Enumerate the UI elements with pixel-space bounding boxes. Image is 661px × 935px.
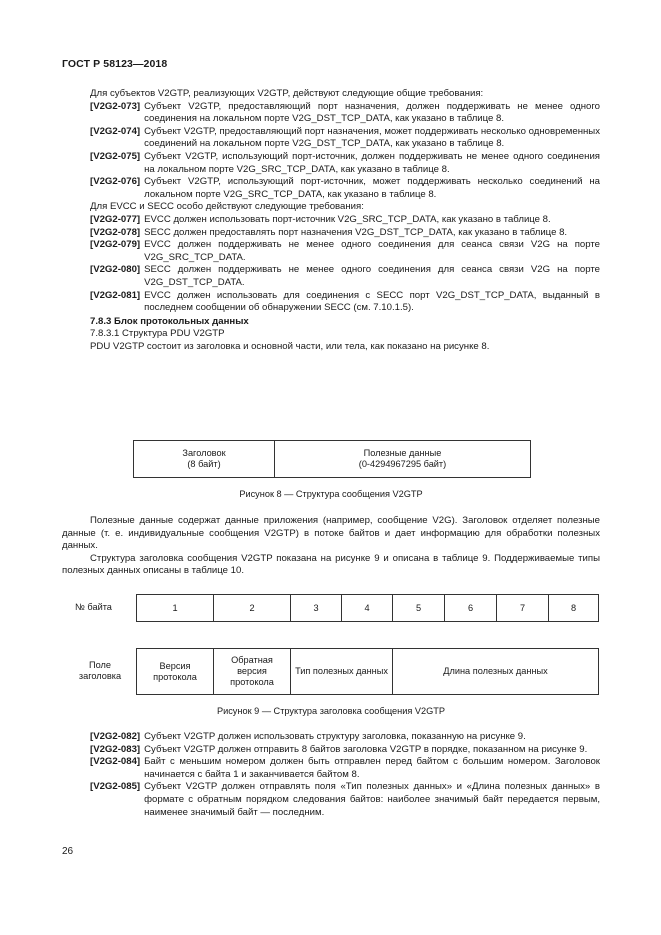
intro-general: Для субъектов V2GTP, реализующих V2GTP, действуют следующие общие требования: xyxy=(90,88,484,99)
byte-cell: 7 xyxy=(497,595,549,621)
requirement-id: [V2G2-077] xyxy=(90,213,141,225)
payload-paragraph: Полезные данные содержат данные приложения (например, сообщение V2G). Заголовок отделяет полезные данные (т. е. индивидуальные сообщения V2GTP) в потоке байтов и дает информацию для обработки полезных данных. xyxy=(62,515,600,552)
requirement-text: EVCC должен использовать порт-источник V2G_SRC_TCP_DATA, как указано в таблице 8. xyxy=(144,213,551,225)
requirement-text: EVCC должен использовать для соединения с SECC порт V2G_DST_TCP_DATA, выданный в последнем сообщении об обнаружении SECC (см. 7.10.1.5). xyxy=(144,289,600,314)
document-header: ГОСТ Р 58123—2018 xyxy=(62,58,168,70)
requirement-text: Субъект V2GTP, предоставляющий порт назначения, должен поддерживать не менее одного соединения на локальном порте V2G_DST_TCP_DATA, как указано в таблице 8. xyxy=(144,100,600,125)
pdu-description: PDU V2GTP состоит из заголовка и основной части, или тела, как показано на рисунке 8. xyxy=(90,340,490,352)
field-protocol-version: Версия протокола xyxy=(137,649,214,694)
header-block-size: (8 байт) xyxy=(187,459,221,469)
byte-cell: 8 xyxy=(570,603,577,613)
requirement-item xyxy=(90,290,600,315)
byte-number-label: № байта xyxy=(75,602,112,612)
header-field-label: Поле заголовка xyxy=(78,660,122,681)
payload-block xyxy=(275,441,530,477)
requirement-item xyxy=(90,176,600,201)
requirement-text: EVCC должен поддерживать не менее одного соединения для сеанса связи V2G на порте V2G_SRC_TCP_DATA. xyxy=(144,239,600,263)
requirement-text: Субъект V2GTP, предоставляющий порт назначения, может поддерживать несколько одновременных соединений на локальном порте V2G_DST_TCP_DATA, как указано в таблице 8. xyxy=(144,125,600,150)
requirement-id: [V2G2-085] xyxy=(90,781,141,793)
requirement-id: [V2G2-080] xyxy=(90,264,141,276)
requirements-block xyxy=(90,88,600,353)
byte-cell: 3 xyxy=(291,595,342,621)
requirement-id: [V2G2-083] xyxy=(90,743,141,755)
requirement-item xyxy=(90,101,600,126)
subsection-title: 7.8.3.1 Структура PDU V2GTP xyxy=(90,328,225,340)
req-list-evcc-secc xyxy=(90,214,600,315)
requirement-id: [V2G2-076] xyxy=(90,176,141,188)
header-block-label: Заголовок xyxy=(182,448,226,458)
structure-paragraph: Структура заголовка сообщения V2GTP показана на рисунке 9 и описана в таблице 9. Поддерживаемые типы полезных данных описаны в таблице 10. xyxy=(62,552,600,577)
figure-9-caption: Рисунок 9 — Структура заголовка сообщения V2GTP xyxy=(216,706,446,716)
byte-cell: 1 xyxy=(137,595,214,621)
field-payload-type: Тип полезных данных xyxy=(291,649,393,694)
figure-8-caption: Рисунок 8 — Структура сообщения V2GTP xyxy=(239,489,423,499)
byte-number-row xyxy=(136,594,599,622)
requirement-text: Субъект V2GTP должен отправлять поля «Тип полезных данных» и «Длина полезных данных» в формате с обратным порядком следования байтов: наиболее значимый байт передается первым, наименее значимый байт — последним. xyxy=(144,781,600,818)
field-inverse-protocol-version: Обратная версия протокола xyxy=(214,649,291,694)
requirement-text: Субъект V2GTP должен отправить 8 байтов заголовка V2GTP в порядке, показанном на рисунке 9. xyxy=(144,743,588,755)
header-requirements-block xyxy=(90,731,600,819)
payload-block-label: Полезные данные xyxy=(363,448,442,458)
section-heading: 7.8.3 Блок протокольных данных xyxy=(90,315,249,327)
requirement-item xyxy=(90,781,600,819)
requirement-text: Субъект V2GTP, использующий порт-источник, должен поддерживать не менее одного соединения на локальном порте V2G_SRC_TCP_DATA, как указано в таблице 8. xyxy=(144,150,600,175)
intro-evcc-secc: Для EVCC и SECC особо действуют следующие требования: xyxy=(90,201,364,213)
requirement-item xyxy=(90,239,600,264)
requirement-item xyxy=(90,744,600,757)
requirement-id: [V2G2-084] xyxy=(90,756,141,768)
requirement-id: [V2G2-082] xyxy=(90,731,141,742)
requirement-item xyxy=(90,151,600,176)
page-number: 26 xyxy=(62,846,74,857)
requirement-text: SECC должен поддерживать не менее одного соединения для сеанса связи V2G на порте V2G_DST_TCP_DATA. xyxy=(144,264,600,288)
requirement-id: [V2G2-079] xyxy=(90,239,141,251)
requirement-text: Субъект V2GTP, использующий порт-источник, может поддерживать несколько соединений на локальном порте V2G_SRC_TCP_DATA, как указано в таблице 8. xyxy=(144,176,600,200)
requirement-item xyxy=(90,126,600,151)
requirement-id: [V2G2-078] xyxy=(90,226,141,238)
header-field-row xyxy=(136,648,599,695)
requirement-item xyxy=(90,264,600,289)
requirement-item xyxy=(90,756,600,781)
requirement-text: Субъект V2GTP должен использовать структуру заголовка, показанную на рисунке 9. xyxy=(144,731,526,742)
byte-cell: 5 xyxy=(393,595,445,621)
header-block xyxy=(134,441,275,477)
requirement-item xyxy=(90,214,600,227)
requirement-id: [V2G2-075] xyxy=(90,150,141,162)
byte-cell: 2 xyxy=(214,595,291,621)
requirement-item xyxy=(90,731,600,744)
requirement-id: [V2G2-073] xyxy=(90,100,141,112)
payload-block-size: (0-4294967295 байт) xyxy=(358,459,447,469)
figure-8-diagram xyxy=(133,440,531,478)
req-list-general xyxy=(90,101,600,202)
requirement-id: [V2G2-074] xyxy=(90,125,141,137)
byte-cell: 4 xyxy=(342,595,393,621)
payload-description-block xyxy=(62,515,600,578)
requirement-text: SECC должен предоставлять порт назначения V2G_DST_TCP_DATA, как указано в таблице 8. xyxy=(144,226,568,238)
requirement-id: [V2G2-081] xyxy=(90,289,141,301)
requirement-item xyxy=(90,227,600,240)
field-payload-length: Длина полезных данных xyxy=(443,666,548,676)
byte-cell: 6 xyxy=(445,595,497,621)
requirement-text: Байт с меньшим номером должен быть отправлен перед байтом с большим номером. Заголовок начинается с байта 1 и заканчивается байтом 8. xyxy=(144,756,600,780)
